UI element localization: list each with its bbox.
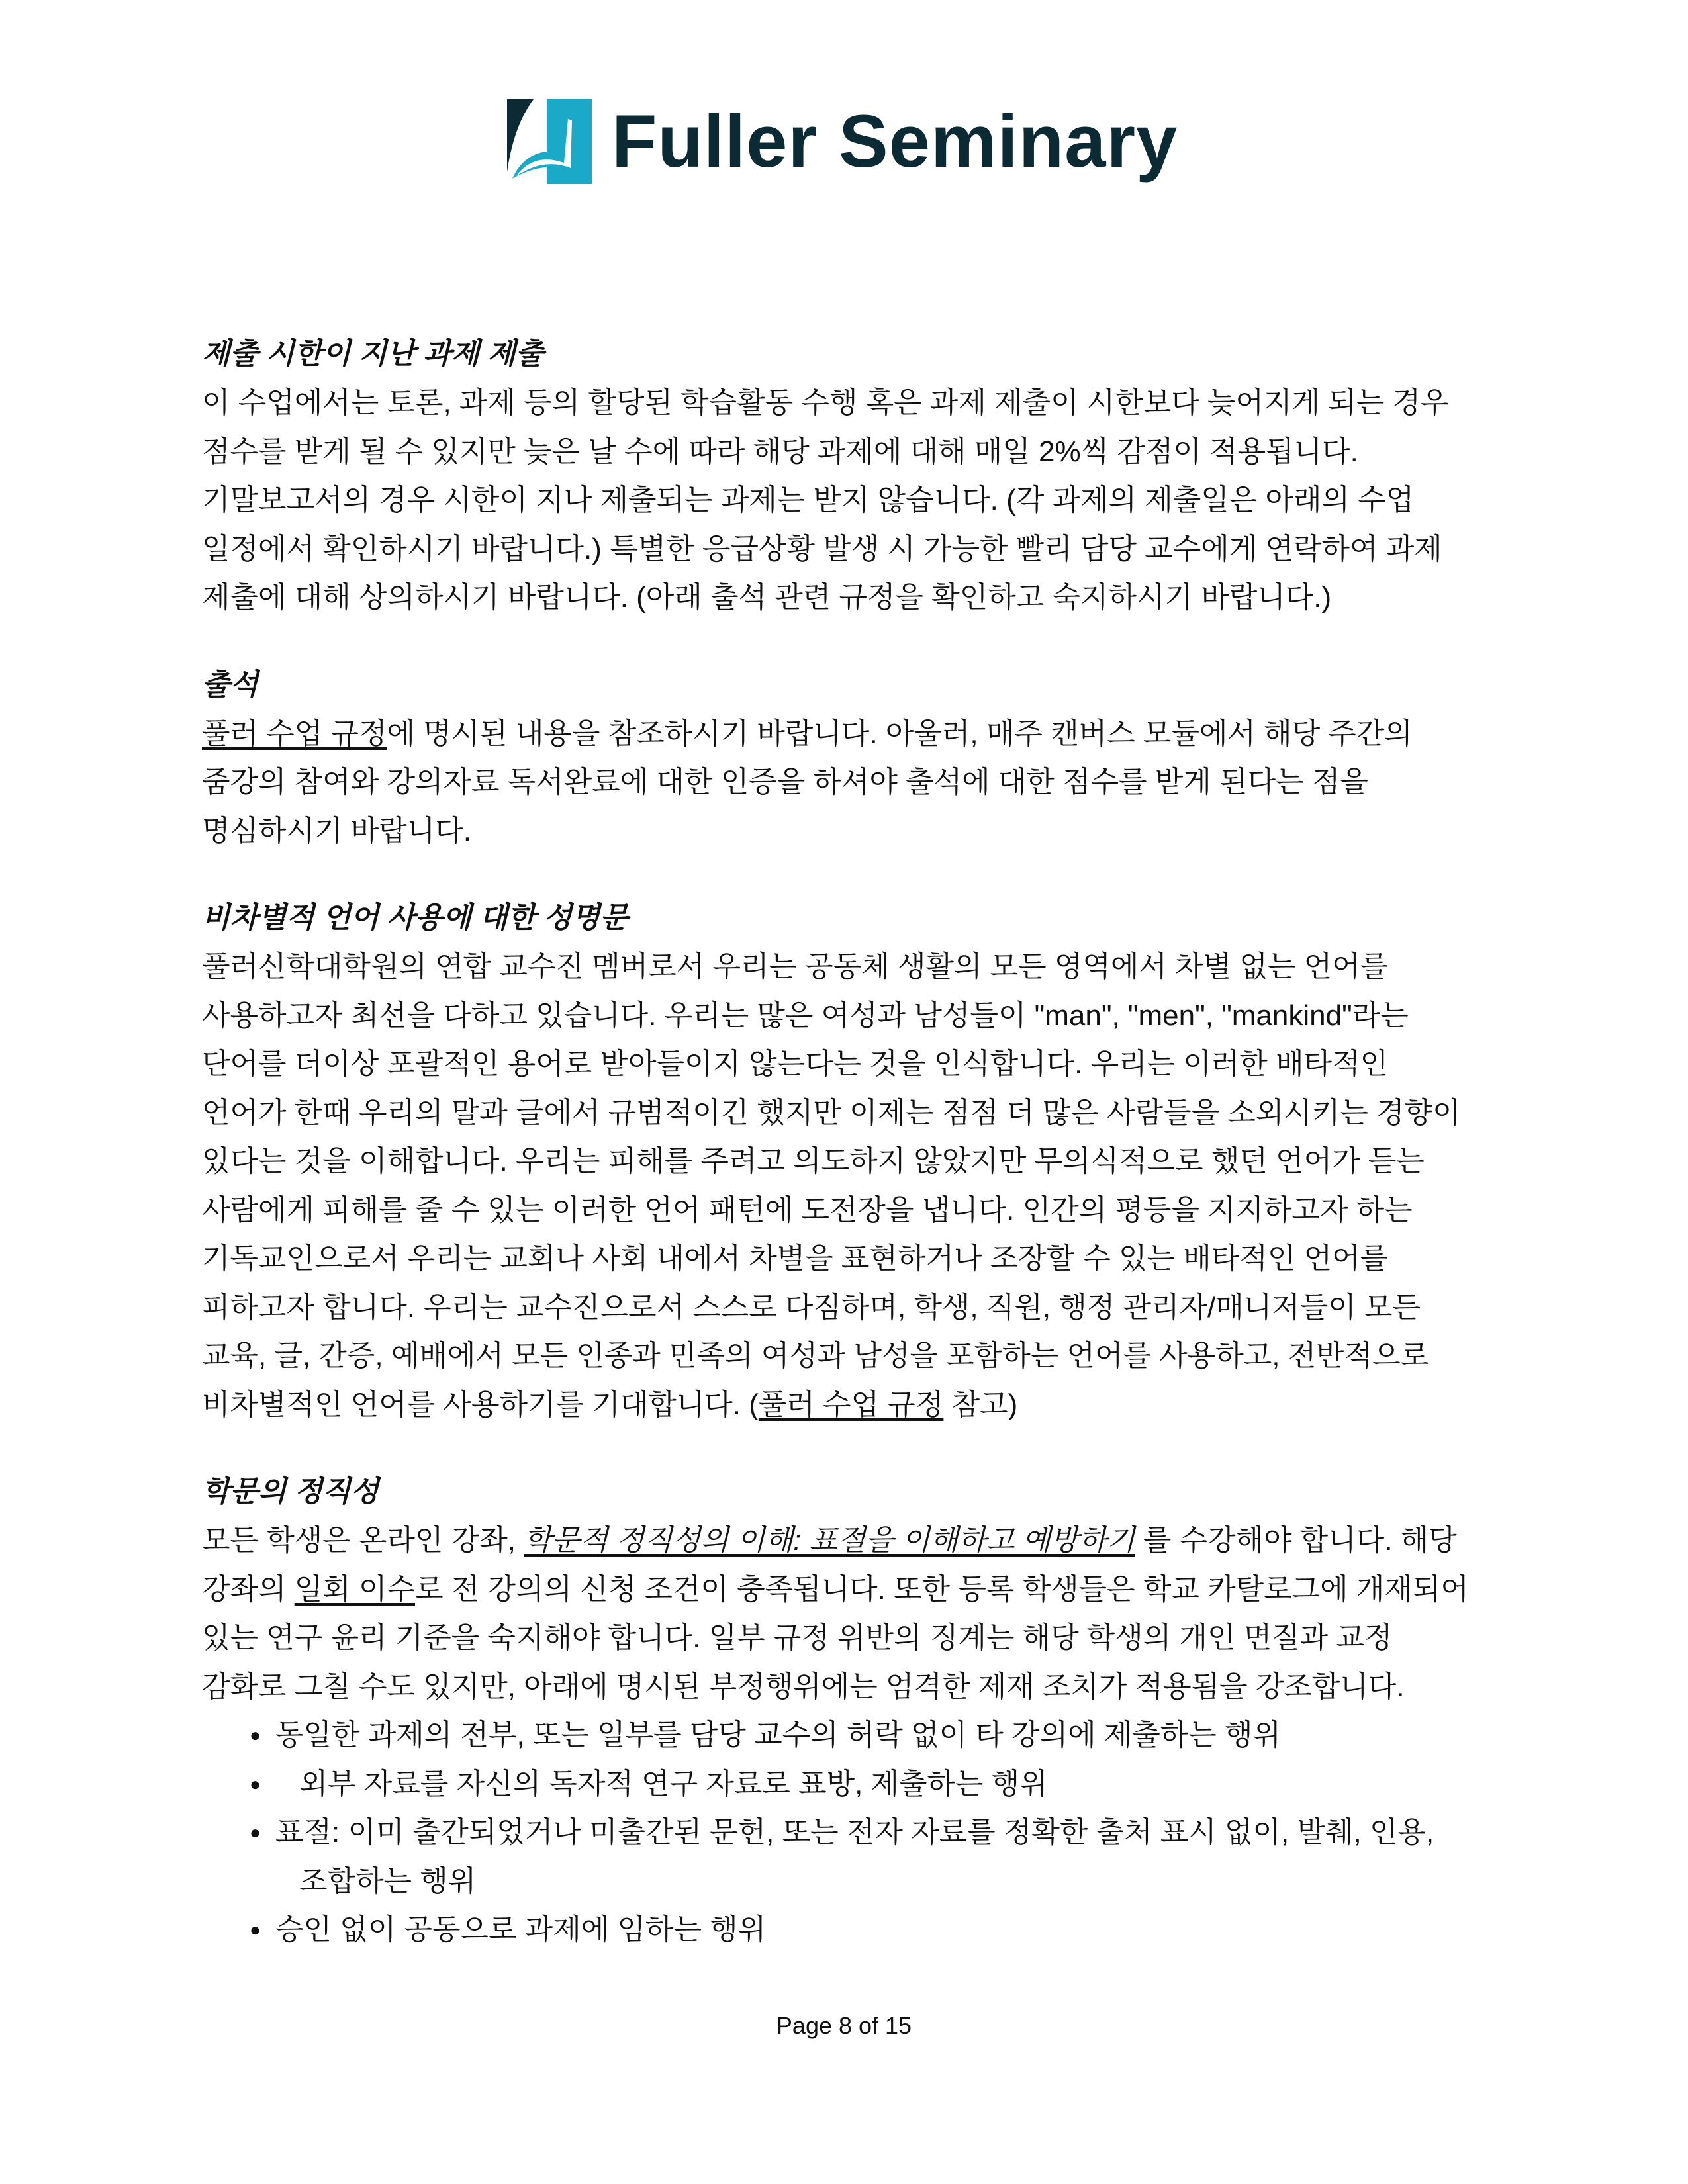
paragraph-line xyxy=(202,1565,1499,1614)
paragraph-line xyxy=(202,1332,1499,1381)
bullet-text: 조합하는 행위 xyxy=(299,1864,477,1897)
text-run: 사람에게 피해를 줄 수 있는 이러한 언어 패턴에 도전장을 냅니다. 인간의 평등을 지지하고자 하는 xyxy=(202,1193,1413,1226)
paragraph-line xyxy=(202,1283,1499,1332)
paragraph-line xyxy=(202,1089,1499,1138)
page-number: Page 8 of 15 xyxy=(776,2012,912,2039)
bullet-text: 외부 자료를 자신의 독자적 연구 자료로 표방, 제출하는 행위 xyxy=(275,1767,1048,1800)
text-run: 언어가 한때 우리의 말과 글에서 규범적이긴 했지만 이제는 점점 더 많은 사람들을 소외시키는 경향이 xyxy=(202,1096,1461,1129)
bullet-text: 승인 없이 공동으로 과제에 임하는 행위 xyxy=(275,1913,767,1946)
section xyxy=(202,330,1499,622)
text-run: 로 전 강의의 신청 조건이 충족됩니다. 또한 등록 학생들은 학교 카탈로그에 개재되어 xyxy=(415,1572,1469,1606)
paragraph-line xyxy=(202,525,1499,574)
section xyxy=(202,1467,1499,1954)
paragraph-line xyxy=(202,1234,1499,1283)
text-run: 단어를 더이상 포괄적인 용어로 받아들이지 않는다는 것을 인식합니다. 우리는 이러한 배타적인 xyxy=(202,1048,1389,1080)
paragraph-line xyxy=(202,1137,1499,1186)
policy-link[interactable]: 풀러 수업 규정 xyxy=(758,1388,944,1421)
book-logo-icon xyxy=(507,99,592,184)
text-run: 사용하고자 최선을 다하고 있습니다. 우리는 많은 여성과 남성들이 "man", "men", "mankind"라는 xyxy=(202,999,1409,1032)
text-run: 일정에서 확인하시기 바랍니다.) 특별한 응급상황 발생 시 가능한 빨리 담당 교수에게 연락하여 과제 xyxy=(202,532,1442,565)
paragraph-line xyxy=(202,476,1499,525)
bullet-item xyxy=(202,1857,1499,1906)
policy-link[interactable]: 풀러 수업 규정 xyxy=(202,717,387,750)
text-run: 이 수업에서는 토론, 과제 등의 할당된 학습활동 수행 혹은 과제 제출이 시한보다 늦어지게 되는 경우 xyxy=(202,387,1449,419)
bullet-text: 동일한 과제의 전부, 또는 일부를 담당 교수의 허락 없이 타 강의에 제출하는 행위 xyxy=(275,1719,1282,1751)
paragraph-line xyxy=(202,709,1499,758)
bullet-item xyxy=(202,1905,1499,1954)
bullet-icon: ● xyxy=(250,1822,261,1843)
text-run: 기독교인으로서 우리는 교회나 사회 내에서 차별을 표현하거나 조장할 수 있는 배타적인 언어를 xyxy=(202,1242,1389,1275)
text-run: 기말보고서의 경우 시한이 지나 제출되는 과제는 받지 않습니다. (각 과제의 제출일은 아래의 수업 xyxy=(202,484,1415,516)
paragraph-line xyxy=(202,1040,1499,1089)
section-heading: 출석 xyxy=(202,668,259,701)
paragraph-line xyxy=(202,991,1499,1040)
paragraph-line xyxy=(202,1381,1499,1430)
bullet-icon: ● xyxy=(250,1919,261,1940)
paragraph-line xyxy=(202,379,1499,428)
text-run: 를 수강해야 합니다. 해당 xyxy=(1135,1524,1457,1557)
policy-link[interactable]: 학문적 정직성의 이해: 표절을 이해하고 예방하기 xyxy=(524,1524,1135,1557)
paragraph-line xyxy=(202,573,1499,622)
policy-link[interactable]: 일회 이수 xyxy=(294,1572,415,1606)
paragraph-line xyxy=(202,1516,1499,1565)
bullet-item xyxy=(202,1760,1499,1809)
paragraph-line xyxy=(202,1186,1499,1235)
document-body xyxy=(202,330,1499,1993)
fuller-seminary-logo xyxy=(507,99,1178,184)
text-run: 있는 연구 윤리 기준을 숙지해야 합니다. 일부 규정 위반의 징계는 해당 학생의 개인 면질과 교정 xyxy=(202,1621,1393,1654)
paragraph-line xyxy=(202,942,1499,991)
section xyxy=(202,893,1499,1429)
bullet-item xyxy=(202,1711,1499,1760)
text-run: 있다는 것을 이해합니다. 우리는 피해를 주려고 의도하지 않았지만 무의식적으로 했던 언어가 듣는 xyxy=(202,1145,1425,1177)
section-heading: 비차별적 언어 사용에 대한 성명문 xyxy=(202,901,628,934)
bullet-icon: ● xyxy=(250,1725,261,1745)
bullet-icon: ● xyxy=(250,1773,261,1794)
text-run: 감화로 그칠 수도 있지만, 아래에 명시된 부정행위에는 엄격한 제재 조치가 적용됨을 강조합니다. xyxy=(202,1670,1405,1703)
text-run: 피하고자 합니다. 우리는 교수진으로서 스스로 다짐하며, 학생, 직원, 행정 관리자/매니저들이 모든 xyxy=(202,1291,1421,1324)
section-heading: 학문의 정직성 xyxy=(202,1475,379,1508)
paragraph-line xyxy=(202,807,1499,856)
text-run: 참고) xyxy=(943,1388,1018,1421)
text-run: 모든 학생은 온라인 강좌, xyxy=(202,1524,524,1557)
logo-text: Fuller Seminary xyxy=(612,100,1178,183)
text-run: 에 명시된 내용을 참조하시기 바랍니다. 아울러, 매주 캔버스 모듈에서 해당 주간의 xyxy=(387,717,1413,750)
text-run: 제출에 대해 상의하시기 바랍니다. (아래 출석 관련 규정을 확인하고 숙지하시기 바랍니다.) xyxy=(202,581,1332,614)
text-run: 점수를 받게 될 수 있지만 늦은 날 수에 따라 해당 과제에 대해 매일 2%씩 감점이 적용됩니다. xyxy=(202,435,1358,468)
text-run: 비차별적인 언어를 사용하기를 기대합니다. ( xyxy=(202,1388,759,1421)
section xyxy=(202,660,1499,856)
section-heading: 제출 시한이 지난 과제 제출 xyxy=(202,338,544,370)
text-run: 명심하시기 바랍니다. xyxy=(202,814,471,847)
text-run: 강좌의 xyxy=(202,1572,295,1606)
paragraph-line xyxy=(202,1614,1499,1662)
text-run: 풀러신학대학원의 연합 교수진 멤버로서 우리는 공동체 생활의 모든 영역에서 차별 없는 언어를 xyxy=(202,950,1389,983)
bullet-item xyxy=(202,1808,1499,1857)
text-run: 교육, 글, 간증, 예배에서 모든 인종과 민족의 여성과 남성을 포함하는 언어를 사용하고, 전반적으로 xyxy=(202,1340,1429,1372)
paragraph-line xyxy=(202,1662,1499,1711)
text-run: 줌강의 참여와 강의자료 독서완료에 대한 인증을 하셔야 출석에 대한 점수를 받게 된다는 점을 xyxy=(202,766,1368,798)
paragraph-line xyxy=(202,758,1499,807)
bullet-text: 표절: 이미 출간되었거나 미출간된 문헌, 또는 전자 자료를 정확한 출처 표시 없이, 발췌, 인용, xyxy=(275,1816,1434,1848)
paragraph-line xyxy=(202,428,1499,477)
